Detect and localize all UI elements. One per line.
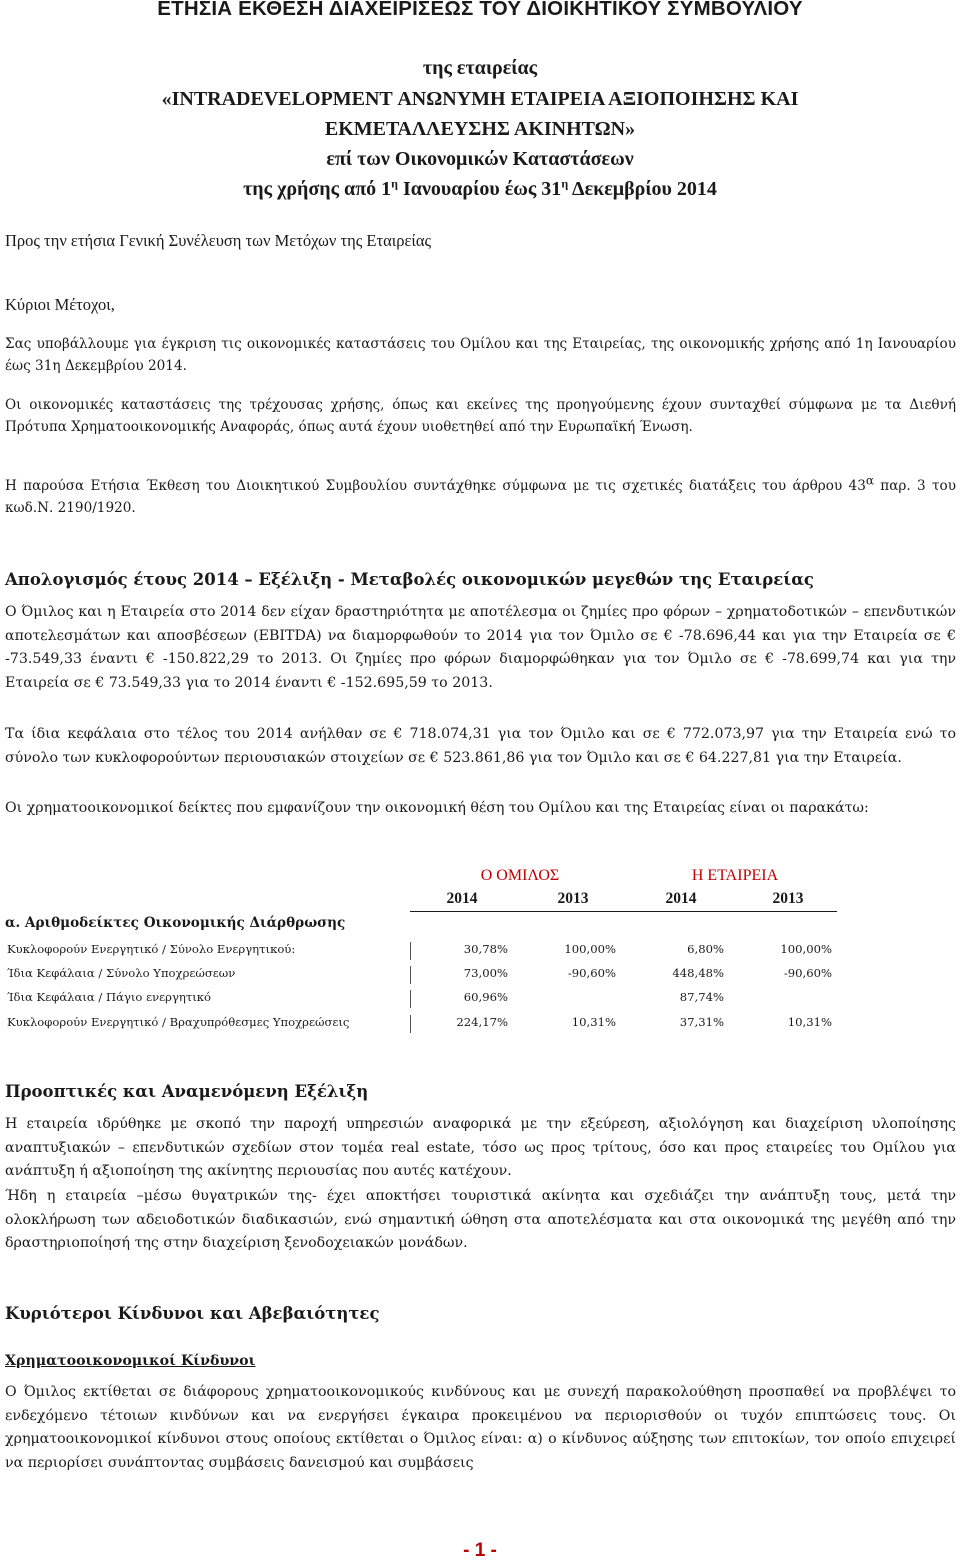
report-title: ΕΤΗΣΙΑ ΕΚΘΕΣΗ ΔΙΑΧΕΙΡΙΣΕΩΣ ΤΟΥ ΔΙΟΙΚΗΤΙΚΟΥ ΣΥΜΒΟΥΛΙΟΥ <box>157 0 803 20</box>
cell-value: 60,96% <box>463 990 508 1004</box>
cell-value: -90,60% <box>567 966 616 980</box>
header-company-name-line2: ΕΚΜΕΤΑΛΛΕΥΣΗΣ ΑΚΙΝΗΤΩΝ» <box>324 118 636 140</box>
table-row <box>0 942 960 962</box>
row-label: Ίδια Κεφάλαια / Σύνολο Υποχρεώσεων <box>7 966 236 980</box>
section-heading-outlook: Προοπτικές και Αναμενόμενη Εξέλιξη <box>5 1082 369 1101</box>
results-paragraph-2: Τα ίδια κεφάλαια στο τέλος του 2014 ανήλθαν σε € 718.074,31 για τον Όμιλο και σε € 772.073,97 για την Εταιρεία ενώ το σύνολο των κυκλοφορούντων περιουσιακών στοιχείων σε € 523.861,86 για τον Όμιλο και σε € 64.227,81 για την Εταιρεία. <box>5 726 956 766</box>
company-column-label: Η ΕΤΑΙΡΕΙΑ <box>691 867 779 884</box>
cell-value: 100,00% <box>564 942 616 956</box>
intro-paragraph-1: Σας υποβάλλουμε για έγκριση τις οικονομικές καταστάσεις του Ομίλου και της Εταιρείας, της οικονομικής χρήσης από 1η Ιανουαρίου έως 31η Δεκεμβρίου 2014. <box>5 336 956 374</box>
results-paragraph-1: Ο Όμιλος και η Εταιρεία στο 2014 δεν είχαν δραστηριότητα με αποτέλεσμα οι ζημίες προ φόρων – χρηματοδοτικών – επενδυτικών αποτελεσμάτων και αποσβέσεων (EBITDA) να διαμορφωθούν το 2014 για τον Όμιλο σε € -78.696,44 και για την Εταιρεία σε € -73.549,33 έναντι € -150.822,29 το 2013. Οι ζημίες προ φόρων διαμορφώθηκαν για τον Όμιλο σε € -78.699,74 και για την Εταιρεία σε € 73.549,33 για το 2014 έναντι € -152.695,59 το 2013. <box>5 604 956 691</box>
header-company-intro: της εταιρείας <box>422 57 538 79</box>
header-company-name-line1: «INTRADEVELOPMENT ΑΝΩΝΥΜΗ ΕΤΑΙΡΕΙΑ ΑΞΙΟΠΟΙΗΣΗΣ ΚΑΙ <box>161 88 799 110</box>
section-heading-results: Απολογισμός έτους 2014 – Εξέλιξη - Μεταβολές οικονομικών μεγεθών της Εταιρείας <box>5 570 814 589</box>
table-row <box>0 1015 960 1035</box>
group-column-label: Ο ΟΜΙΛΟΣ <box>480 867 560 884</box>
year-header: 2014 <box>446 890 478 907</box>
outlook-paragraph-2: Ήδη η εταιρεία –μέσω θυγατρικών της- έχει αποκτήσει τουριστικά ακίνητα και σχεδιάζει την ανάπτυξη τους, μετά την ολοκλήρωση των αδειοδοτικών διαδικασιών, ενώ σημαντική ώθηση στα αποτελέσματα και στα οικονομικά της μεγέθη από την δραστηριοποίησή της στην διαχείριση ξενοδοχειακών μονάδων. <box>5 1188 956 1251</box>
intro-paragraph-2: Οι οικονομικές καταστάσεις της τρέχουσας χρήσης, όπως και εκείνες της προηγούμενης έχουν συνταχθεί σύμφωνα με τα Διεθνή Πρότυπα Χρηματοοικονομικής Αναφοράς, όπως αυτά έχουν υιοθετηθεί από την Ευρωπαϊκή Ένωση. <box>5 397 956 435</box>
year-header: 2013 <box>557 890 589 907</box>
addressee-line: Προς την ετήσια Γενική Συνέλευση των Μετόχων της Εταιρείας <box>5 231 431 250</box>
intro-paragraph-3: Η παρούσα Ετήσια Έκθεση του Διοικητικού Συμβουλίου συντάχθηκε σύμφωνα με τις σχετικές διατάξεις του άρθρου $43^\alpha$ παρ. 3 του κωδ.Ν. 2190/1920. <box>5 473 956 516</box>
results-paragraph-3: Οι χρηματοοικονομικοί δείκτες που εμφανίζουν την οικονομική θέση του Ομίλου και της Εταιρείας είναι οι παρακάτω: <box>5 800 869 816</box>
column-divider <box>410 990 411 1008</box>
column-divider <box>410 966 411 984</box>
table-row <box>0 966 960 986</box>
salutation: Κύριοι Μέτοχοι, <box>5 295 115 314</box>
year-header: 2013 <box>772 890 804 907</box>
cell-value: 6,80% <box>687 942 724 956</box>
header-statements: επί των Οικονομικών Καταστάσεων <box>326 148 634 170</box>
cell-value: 448,48% <box>672 966 724 980</box>
table-row <box>0 990 960 1010</box>
header-period: της χρήσης από $1^\eta$ Ιανουαρίου έως $31^\eta$ Δεκεμβρίου 2014 <box>243 176 717 200</box>
column-divider <box>410 1015 411 1033</box>
header-rule <box>410 911 837 912</box>
cell-value: 87,74% <box>679 990 724 1004</box>
risks-paragraph-1: Ο Όμιλος εκτίθεται σε διάφορους χρηματοοικονομικούς κινδύνους και με συνεχή παρακολούθηση προσπαθεί να προβλέψει το ενδεχόμενο τέτοιων κινδύνων και να ενεργήσει έγκαιρα προκειμένου να περιορισθούν οι τυχόν επιπτώσεις τους. Οι χρηματοοικονομικοί κίνδυνοι στους οποίους εκτίθεται ο Όμιλος είναι: α) ο κίνδυνος αύξησης των επιτοκίων, τον οποίο επιχειρεί να περιορίσει συνάπτοντας συμβάσεις δανεισμού και συμβάσεις <box>5 1384 956 1471</box>
column-divider <box>410 942 411 960</box>
cell-value: 30,78% <box>463 942 508 956</box>
section-heading-risks: Κυριότεροι Κίνδυνοι και Αβεβαιότητες <box>5 1304 380 1323</box>
cell-value: -90,60% <box>783 966 832 980</box>
table-title: α. Αριθμοδείκτες Οικονομικής Διάρθρωσης <box>5 915 346 931</box>
cell-value: 10,31% <box>571 1015 616 1029</box>
cell-value: 10,31% <box>787 1015 832 1029</box>
year-header: 2014 <box>665 890 697 907</box>
cell-value: 73,00% <box>463 966 508 980</box>
subheading-financial-risks: Χρηματοοικονομικοί Κίνδυνοι <box>5 1353 256 1369</box>
row-label: Κυκλοφορούν Ενεργητικό / Σύνολο Ενεργητικού: <box>7 942 296 956</box>
row-label: Κυκλοφορούν Ενεργητικό / Βραχυπρόθεσμες Υποχρεώσεις <box>7 1015 350 1029</box>
row-label: Ίδια Κεφάλαια / Πάγιο ενεργητικό <box>7 990 212 1004</box>
cell-value: 224,17% <box>456 1015 508 1029</box>
cell-value: 100,00% <box>780 942 832 956</box>
cell-value: 37,31% <box>679 1015 724 1029</box>
outlook-paragraph-1: Η εταιρεία ιδρύθηκε με σκοπό την παροχή υπηρεσιών αναφορικά με την εξεύρεση, αξιολόγηση και διαχείριση υλοποίησης αναπτυξιακών – επενδυτικών σχεδίων στον τομέα real estate, τόσο ως προς τρίτους, όσο και προς εταιρείες του Ομίλου για ανάπτυξη ή αξιοποίηση της ακίνητης περιουσίας που αυτές κατέχουν. <box>5 1116 956 1179</box>
page-number: - 1 - <box>463 1540 497 1561</box>
